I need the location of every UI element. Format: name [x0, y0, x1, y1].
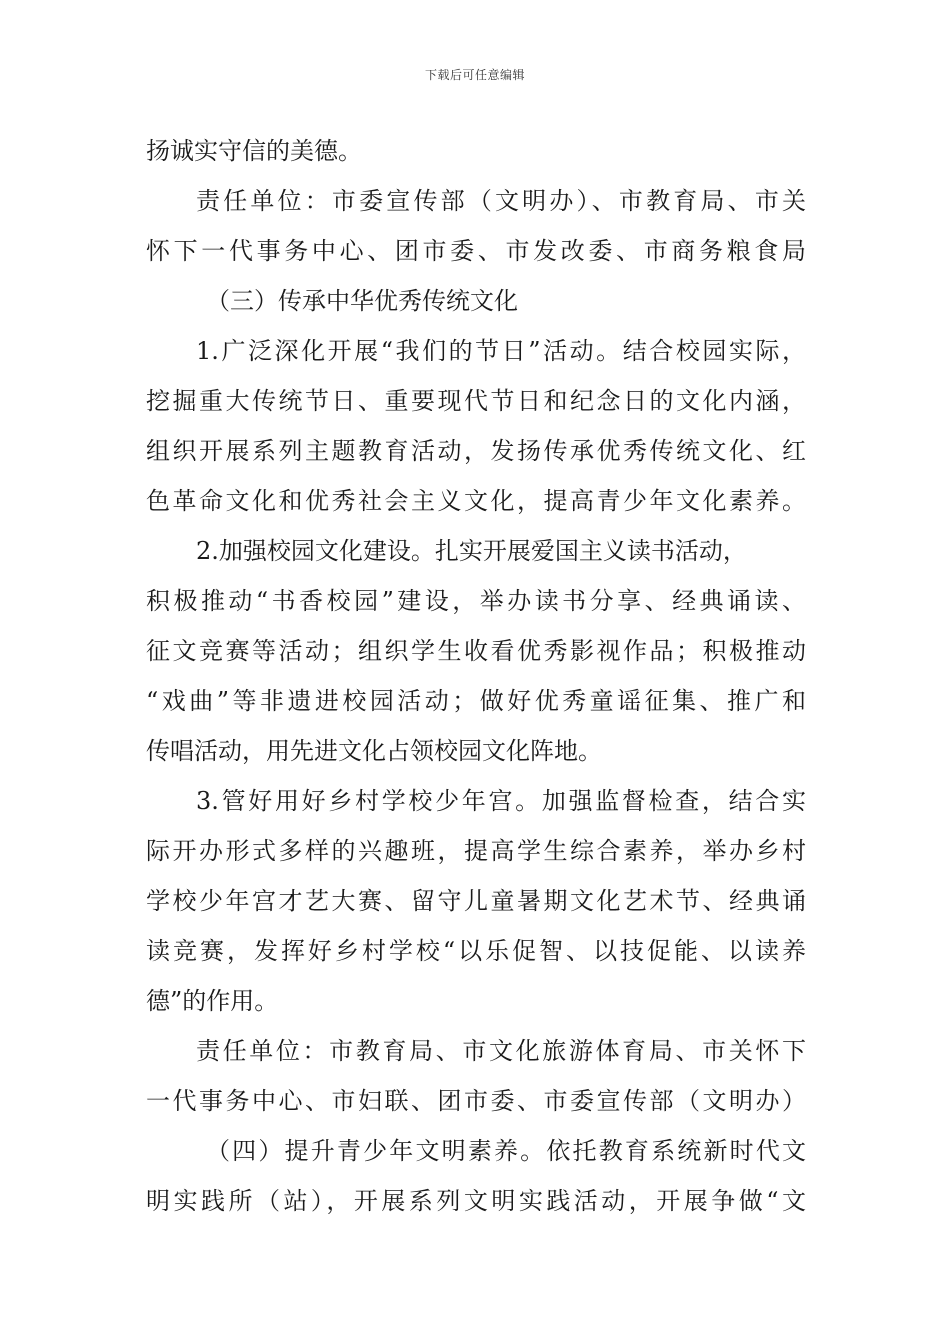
text-line: 积极推动“书香校园”建设，举办读书分享、经典诵读、	[146, 587, 806, 615]
text-line: 挖掘重大传统节日、重要现代节日和纪念日的文化内涵，	[146, 387, 806, 415]
text-line: 读竞赛，发挥好乡村学校“以乐促智、以技促能、以读养	[146, 937, 806, 965]
text-line: 际开办形式多样的兴趣班，提高学生综合素养，举办乡村	[146, 837, 806, 865]
text-line: 3.管好用好乡村学校少年宫。加强监督检查，结合实	[196, 787, 806, 815]
text-line: “戏曲”等非遗进校园活动；做好优秀童谣征集、推广和	[146, 687, 806, 715]
document-body	[146, 126, 806, 1226]
text-line: 一代事务中心、市妇联、团市委、市委宣传部（文明办）	[146, 1087, 806, 1115]
text-line: 传唱活动，用先进文化占领校园文化阵地。	[146, 737, 602, 765]
text-line: 征文竞赛等活动；组织学生收看优秀影视作品；积极推动	[146, 637, 806, 665]
text-line: 明实践所（站），开展系列文明实践活动，开展争做“文	[146, 1187, 806, 1215]
section-heading: （四）提升青少年文明素养。依托教育系统新时代文	[206, 1137, 806, 1165]
text-line: 责任单位：市教育局、市文化旅游体育局、市关怀下	[196, 1037, 806, 1065]
text-line: 学校少年宫才艺大赛、留守儿童暑期文化艺术节、经典诵	[146, 887, 806, 915]
text-line: 1.广泛深化开展“我们的节日”活动。结合校园实际，	[196, 337, 806, 365]
text-line: 色革命文化和优秀社会主义文化，提高青少年文化素养。	[146, 487, 806, 515]
text-line: 德”的作用。	[146, 987, 279, 1015]
text-line: 组织开展系列主题教育活动，发扬传承优秀传统文化、红	[146, 437, 806, 465]
section-heading: （三）传承中华优秀传统文化	[206, 287, 518, 315]
text-line: 怀下一代事务中心、团市委、市发改委、市商务粮食局	[146, 237, 806, 265]
page-header-note: 下载后可任意编辑	[424, 68, 525, 82]
text-line: 扬诚实守信的美德。	[146, 137, 362, 165]
text-line: 2.加强校园文化建设。扎实开展爱国主义读书活动，	[196, 537, 747, 565]
text-line: 责任单位：市委宣传部（文明办）、市教育局、市关	[196, 187, 806, 215]
